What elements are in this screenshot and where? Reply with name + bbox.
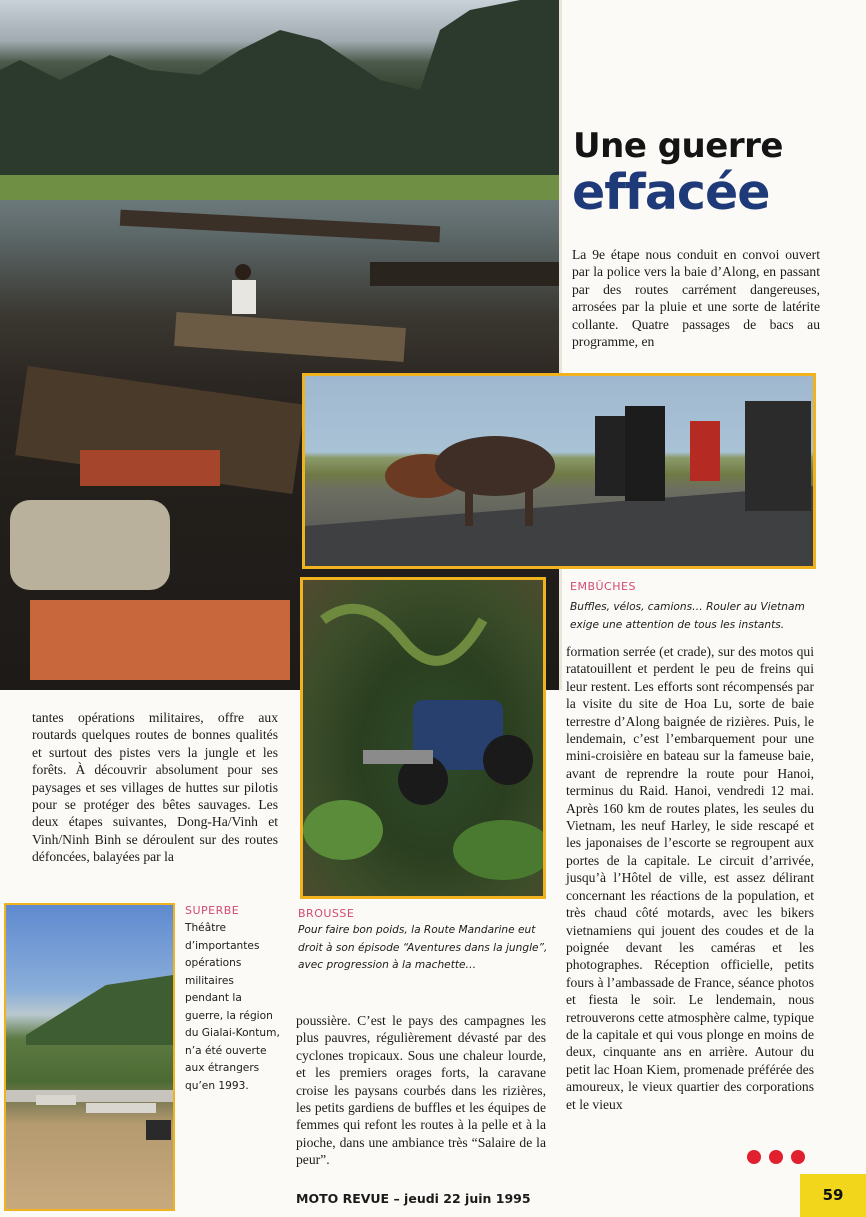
caption-brousse-title: BROUSSE: [298, 907, 355, 920]
jungle-scene: [303, 580, 543, 896]
intro-paragraph: La 9e étape nous conduit en convoi ouvert par la police vers la baie d’Along, en passant par des routes carrément dangereuses, arrosées par la pluie et une sorte de latérite collante. Quatre passages de bacs au programme, en: [572, 247, 820, 350]
caption-embuches-body: Buffles, vélos, camions… Rouler au Vietnam exige une attention de tous les instants.: [570, 601, 805, 631]
dot-icon: [769, 1150, 783, 1164]
caption-superbe-body: Théâtre d’importantes opérations militaires pendant la guerre, la région du Gialai-Kontum, n’a été ouverte aux étrangers qu’en 1993.: [185, 922, 280, 1092]
caption-superbe-title: SUPERBE: [185, 904, 240, 917]
photo-edge: [559, 0, 562, 690]
jungle-motorbike-photo: [300, 577, 546, 899]
middle-column-text: poussière. C’est le pays des campagnes les plus pauvres, régulièrement dévasté par des cyclones tropicaux. Sous une chaleur lourde, et les premiers orages forts, la caravane croise les paysans courbés dans les rizières, les petits gardiens de buffles et les équipes de femmes qui refont les routes à la pelle et à la pioche, dans une ambiance très “Salaire de la peur”.: [296, 1013, 546, 1168]
road-scene: [305, 376, 813, 566]
mountain-silhouette: [0, 0, 562, 200]
caption-brousse-body: Pour faire bon poids, la Route Mandarine eut droit à son épisode “Aventures dans la jungle”, avec progression à la machette…: [298, 924, 548, 971]
valley-photo: [4, 903, 175, 1211]
continuation-dots: [747, 1150, 813, 1169]
page-number: 59: [800, 1174, 866, 1217]
dot-icon: [791, 1150, 805, 1164]
left-column-text: tantes opérations militaires, offre aux routards quelques routes de bonnes qualités et surtout des pistes vers la jungle et les forêts. À découvrir absolument pour ses paysages et ses villages de huttes sur pilotis pour se protéger des bêtes sauvages. Les deux étapes suivantes, Dong-Ha/Vinh et Vinh/Ninh Binh se déroulent sur des routes défoncées, balayées par la: [32, 710, 278, 865]
dot-icon: [747, 1150, 761, 1164]
caption-embuches-title: EMBÛCHES: [570, 580, 636, 593]
road-buffalo-photo: [302, 373, 816, 569]
article-title-line2: effacée: [572, 164, 770, 221]
page-footer: MOTO REVUE – jeudi 22 juin 1995: [296, 1191, 531, 1206]
right-column-text: formation serrée (et crade), sur des motos qui ratatouillent et perdent le peu de freins qui leur restent. Les efforts sont récompensés par la visite du site de Hoa Lu, sorte de baie terrestre d’Along baignée de rizières. Puis, le lendemain, c’est l’embarquement pour une mini-croisière en bateau sur la fameuse baie, avant de reprendre la route pour Hanoi, terminus du Raid. Hanoi, vendredi 12 mai. Après 160 km de routes plates, les seules du Vietnam, les neuf Harley, le side rescapé et les japonaises de l’escorte se regroupent aux portes de la capitale. Le circuit d’arrivée, jusqu’à l’Hôtel de ville, est assez délirant concernant les réactions de la population, et très chaud côté motards, avec les bikers vietnamiens qui jouent des coudes et de la poignée devant les caméras et les photographes. Réception officielle, petits fours à l’ambassade de France, séance photos et fiesta le soir. Le lendemain, nous retrouverons cette atmosphère calme, typique de la capitale et qui vous plonge en moins de deux, cinquante ans en arrière. Autour du petit lac Hoan Kiem, promenade préférée des amoureux, le vieux quartier des corporations et le vieux: [566, 644, 814, 1112]
article-title-line1: Une guerre: [573, 126, 783, 166]
valley-scene: [6, 905, 173, 1209]
